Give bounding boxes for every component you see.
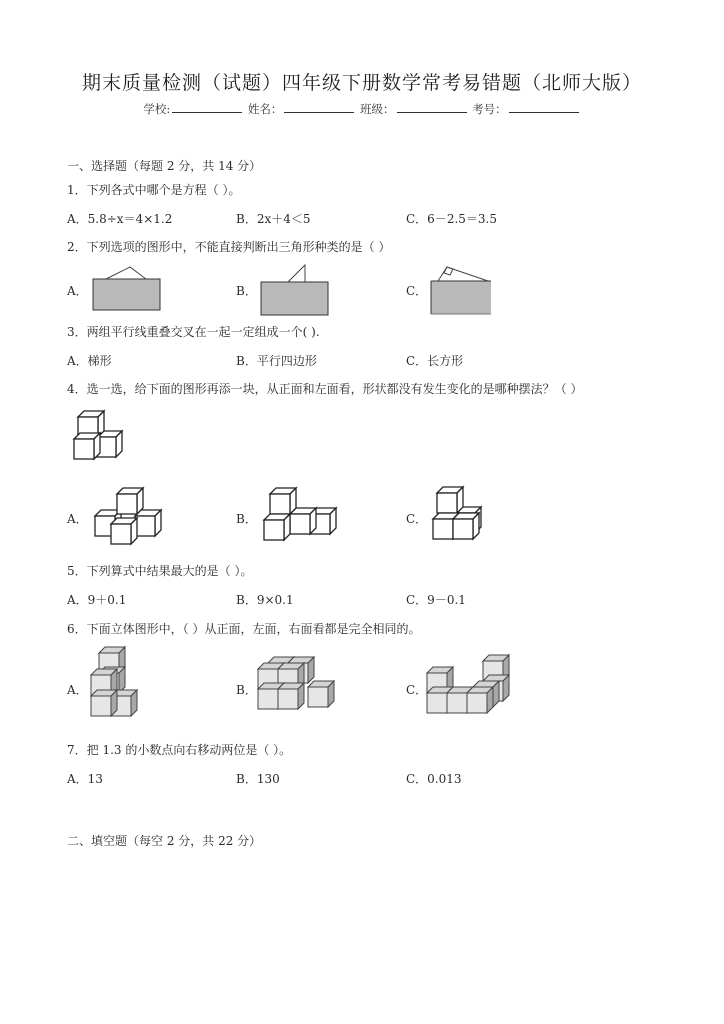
q6-figure-b-cubes	[258, 657, 343, 717]
q6-option-b[interactable]: B．	[236, 683, 257, 697]
page-title: 期末质量检测（试题）四年级下册数学常考易错题（北师大版）	[81, 72, 642, 94]
q5-option-b[interactable]: B．9×0.1	[236, 593, 294, 607]
question-7: 7．把 1.3 的小数点向右移动两位是（ ）。	[67, 743, 292, 757]
q7-option-b[interactable]: B．130	[236, 772, 280, 786]
q4-option-c[interactable]: C．	[406, 512, 428, 526]
q2-figure-b-rectangle-with-triangle	[260, 265, 332, 319]
question-1: 1．下列各式中哪个是方程（ ）。	[67, 183, 241, 197]
section-heading-2: 二、填空题（每空 2 分，共 22 分）	[67, 834, 262, 848]
q6-figure-a-cubes	[91, 647, 151, 727]
class-field[interactable]	[397, 102, 467, 113]
q1-option-c[interactable]: C．6－2.5＝3.5	[406, 212, 497, 226]
student-info-row	[0, 101, 724, 117]
q4-figure-a-cubes	[95, 488, 170, 548]
q5-option-a[interactable]: A．9＋0.1	[67, 593, 127, 607]
q1-option-b[interactable]: B．2x＋4＜5	[236, 212, 311, 226]
q4-option-a[interactable]: A．	[67, 512, 88, 526]
name-label: 姓名：	[247, 102, 283, 116]
q3-option-a[interactable]: A．梯形	[67, 354, 112, 368]
q2-figure-a-rectangle-with-triangle	[92, 265, 164, 315]
q6-option-a[interactable]: A．	[67, 683, 88, 697]
q4-figure-c-cubes	[433, 487, 503, 547]
exam-number-label: 考号：	[472, 102, 507, 116]
q6-figure-c-cubes	[427, 655, 522, 725]
name-field[interactable]	[284, 102, 354, 113]
question-3: 3．两组平行线重叠交叉在一起一定组成一个( ).	[67, 325, 320, 339]
q4-figure-b-cubes	[264, 488, 344, 548]
q6-option-c[interactable]: C．	[406, 683, 428, 697]
question-4: 4．选一选，给下面的图形再添一块，从正面和左面看，形状都没有发生变化的是哪种摆法？（ ）	[67, 382, 583, 396]
class-label: 班级：	[360, 102, 395, 116]
q4-reference-cube-figure	[74, 411, 134, 471]
q3-option-b[interactable]: B．平行四边形	[236, 354, 317, 368]
question-6: 6．下面立体图形中，（ ）从正面，左面，右面看都是完全相同的。	[67, 622, 421, 636]
section-heading: 一、选择题（每题 2 分，共 14 分）	[67, 159, 262, 173]
q7-option-a[interactable]: A．13	[67, 772, 103, 786]
school-label: 学校:	[143, 102, 171, 116]
q2-option-c[interactable]: C．	[406, 284, 428, 298]
q2-option-a[interactable]: A．	[67, 284, 88, 298]
question-2: 2．下列选项的图形中，不能直接判断出三角形种类的是（ ）	[67, 240, 391, 254]
q5-option-c[interactable]: C．9－0.1	[406, 593, 466, 607]
q3-option-c[interactable]: C．长方形	[406, 354, 464, 368]
q2-figure-c-rectangle-with-right-triangle	[430, 265, 502, 319]
q2-option-b[interactable]: B．	[236, 284, 257, 298]
school-field[interactable]	[172, 102, 242, 113]
exam-number-field[interactable]	[509, 102, 579, 113]
q7-option-c[interactable]: C．0.013	[406, 772, 462, 786]
q1-option-a[interactable]: A．5.8÷x＝4×1.2	[67, 212, 173, 226]
q4-option-b[interactable]: B．	[236, 512, 257, 526]
question-5: 5．下列算式中结果最大的是（ ）。	[67, 564, 253, 578]
